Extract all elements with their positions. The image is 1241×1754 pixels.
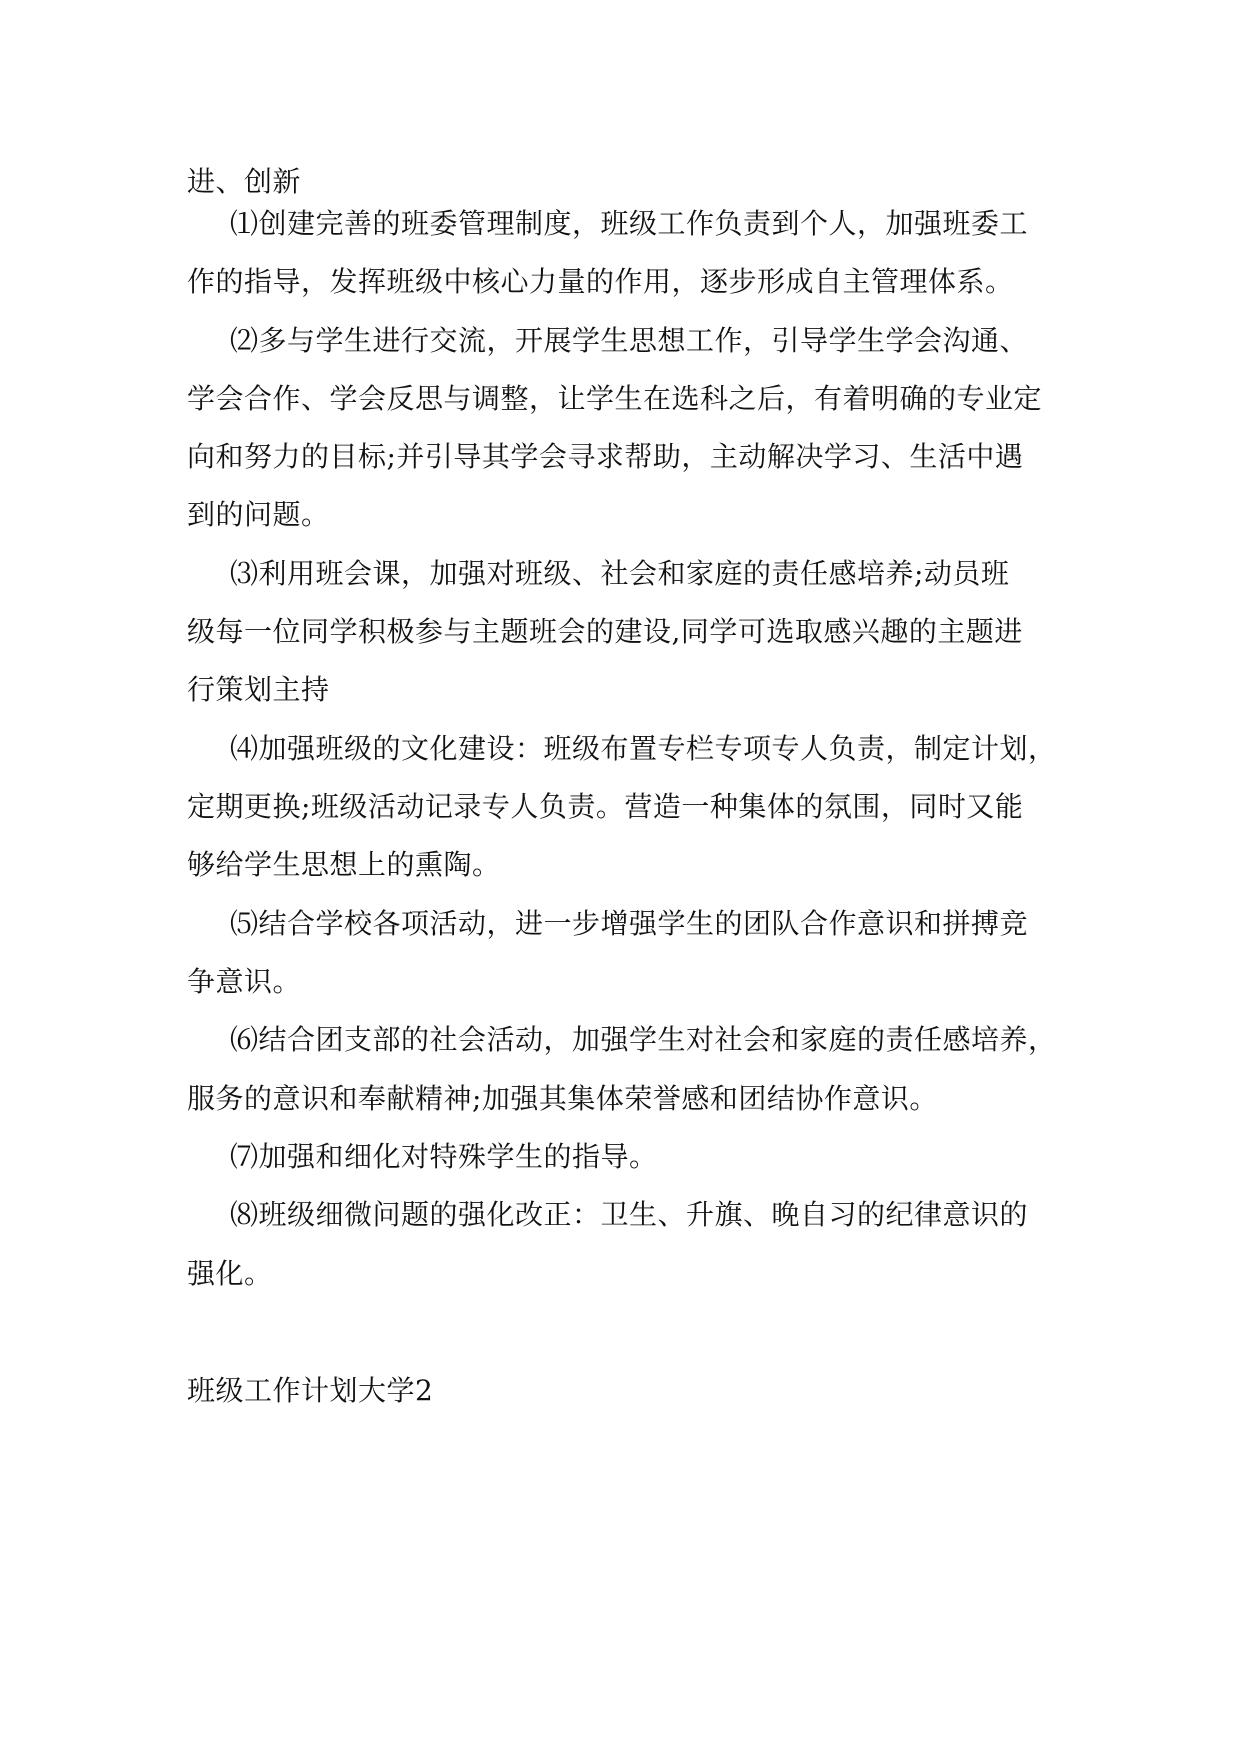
text-line: 向和努力的目标;并引导其学会寻求帮助，主动解决学习、生活中遇	[187, 440, 1024, 473]
text-line: 作的指导，发挥班级中核心力量的作用，逐步形成自主管理体系。	[187, 265, 1014, 298]
text-line: 够给学生思想上的熏陶。	[187, 848, 501, 881]
text-line: 服务的意识和奉献精神;加强其集体荣誉感和团结协作意识。	[187, 1082, 938, 1115]
section-heading: 班级工作计划大学2	[187, 1374, 434, 1407]
text-line: ⑷加强班级的文化建设：班级布置专栏专项专人负责，制定计划，	[230, 732, 1057, 765]
text-line: 进、创新	[187, 165, 302, 198]
text-line: ⑶利用班会课，加强对班级、社会和家庭的责任感培养;动员班	[230, 557, 1010, 590]
text-line: 级每一位同学积极参与主题班会的建设,同学可选取感兴趣的主题进	[187, 615, 1023, 648]
text-line: 行策划主持	[187, 673, 330, 706]
text-line: 强化。	[187, 1257, 273, 1290]
text-line: 到的问题。	[187, 498, 330, 531]
text-line: ⑺加强和细化对特殊学生的指导。	[230, 1140, 658, 1173]
text-line: ⑹结合团支部的社会活动，加强学生对社会和家庭的责任感培养，	[230, 1023, 1057, 1056]
text-line: 定期更换;班级活动记录专人负责。营造一种集体的氛围，同时又能	[187, 790, 1024, 823]
text-line: ⑴创建完善的班委管理制度，班级工作负责到个人，加强班委工	[230, 207, 1029, 240]
text-line: 争意识。	[187, 965, 302, 998]
text-line: ⑻班级细微问题的强化改正：卫生、升旗、晚自习的纪律意识的	[230, 1198, 1029, 1231]
text-line: ⑸结合学校各项活动，进一步增强学生的团队合作意识和拼搏竞	[230, 907, 1029, 940]
text-line: 学会合作、学会反思与调整，让学生在选科之后，有着明确的专业定	[187, 382, 1043, 415]
text-line: ⑵多与学生进行交流，开展学生思想工作，引导学生学会沟通、	[230, 324, 1029, 357]
